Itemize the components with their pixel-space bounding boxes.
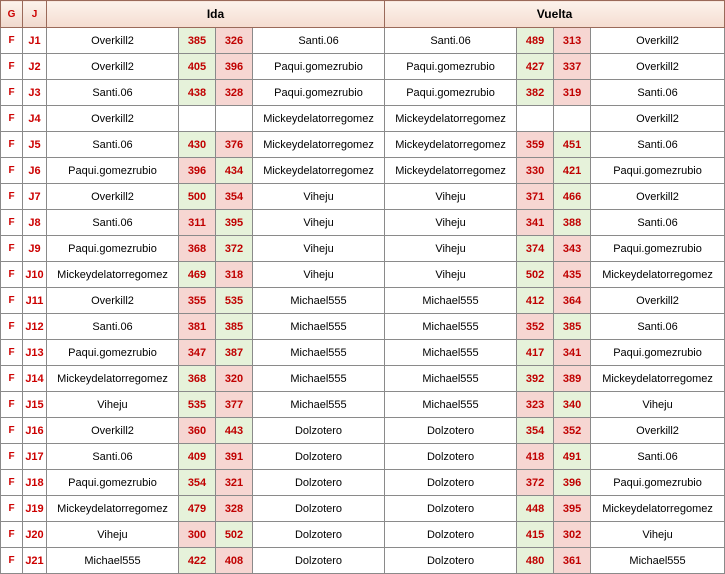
vuelta-away-player: Santi.06 (591, 314, 725, 340)
ida-home-player: Paqui.gomezrubio (47, 340, 179, 366)
round-cell: J10 (23, 262, 47, 288)
ida-home-player: Paqui.gomezrubio (47, 470, 179, 496)
vuelta-home-player: Dolzotero (385, 522, 517, 548)
ida-home-score: 300 (179, 522, 216, 548)
group-cell: F (1, 80, 23, 106)
ida-home-score: 311 (179, 210, 216, 236)
vuelta-home-player: Michael555 (385, 288, 517, 314)
ida-away-player: Paqui.gomezrubio (253, 54, 385, 80)
group-cell: F (1, 106, 23, 132)
ida-away-player: Dolzotero (253, 548, 385, 574)
ida-home-score: 422 (179, 548, 216, 574)
group-cell: F (1, 288, 23, 314)
ida-home-player: Mickeydelatorregomez (47, 262, 179, 288)
vuelta-home-score: 427 (517, 54, 554, 80)
vuelta-home-score: 418 (517, 444, 554, 470)
group-cell: F (1, 158, 23, 184)
ida-home-score: 354 (179, 470, 216, 496)
round-cell: J21 (23, 548, 47, 574)
vuelta-away-player: Mickeydelatorregomez (591, 496, 725, 522)
vuelta-away-player: Mickeydelatorregomez (591, 262, 725, 288)
vuelta-home-player: Paqui.gomezrubio (385, 80, 517, 106)
table-row (1, 548, 725, 574)
ida-home-score: 355 (179, 288, 216, 314)
vuelta-home-player: Santi.06 (385, 28, 517, 54)
ida-home-player: Paqui.gomezrubio (47, 158, 179, 184)
ida-away-player: Santi.06 (253, 28, 385, 54)
ida-away-player: Michael555 (253, 288, 385, 314)
vuelta-home-score: 374 (517, 236, 554, 262)
ida-home-player: Paqui.gomezrubio (47, 236, 179, 262)
vuelta-away-score: 319 (554, 80, 591, 106)
vuelta-away-score: 361 (554, 548, 591, 574)
vuelta-home-player: Viheju (385, 210, 517, 236)
vuelta-home-score: 480 (517, 548, 554, 574)
ida-home-player: Overkill2 (47, 28, 179, 54)
group-cell: F (1, 340, 23, 366)
ida-away-score: 391 (216, 444, 253, 470)
round-cell: J11 (23, 288, 47, 314)
group-cell: F (1, 366, 23, 392)
ida-away-player: Michael555 (253, 392, 385, 418)
vuelta-away-score: 396 (554, 470, 591, 496)
ida-away-player: Michael555 (253, 340, 385, 366)
ida-away-score: 377 (216, 392, 253, 418)
vuelta-away-player: Santi.06 (591, 210, 725, 236)
table-row (1, 184, 725, 210)
vuelta-home-player: Dolzotero (385, 548, 517, 574)
vuelta-home-score: 415 (517, 522, 554, 548)
group-cell: F (1, 522, 23, 548)
ida-home-player: Santi.06 (47, 80, 179, 106)
ida-away-player: Viheju (253, 184, 385, 210)
vuelta-away-player: Viheju (591, 392, 725, 418)
vuelta-home-player: Dolzotero (385, 496, 517, 522)
vuelta-home-score: 371 (517, 184, 554, 210)
ida-away-player: Dolzotero (253, 496, 385, 522)
vuelta-home-player: Mickeydelatorregomez (385, 132, 517, 158)
group-cell: F (1, 28, 23, 54)
ida-away-player: Michael555 (253, 314, 385, 340)
vuelta-home-player: Mickeydelatorregomez (385, 106, 517, 132)
ida-home-score: 385 (179, 28, 216, 54)
ida-home-player: Santi.06 (47, 132, 179, 158)
ida-away-score: 318 (216, 262, 253, 288)
table-row (1, 340, 725, 366)
vuelta-away-player: Mickeydelatorregomez (591, 366, 725, 392)
ida-away-player: Paqui.gomezrubio (253, 80, 385, 106)
vuelta-away-score: 466 (554, 184, 591, 210)
ida-away-score: 372 (216, 236, 253, 262)
vuelta-home-player: Dolzotero (385, 470, 517, 496)
ida-away-score: 535 (216, 288, 253, 314)
ida-home-score: 405 (179, 54, 216, 80)
vuelta-away-player: Overkill2 (591, 54, 725, 80)
table-row (1, 496, 725, 522)
ida-away-player: Viheju (253, 210, 385, 236)
ida-away-score: 321 (216, 470, 253, 496)
table-row (1, 288, 725, 314)
round-cell: J1 (23, 28, 47, 54)
ida-home-score: 368 (179, 366, 216, 392)
round-cell: J18 (23, 470, 47, 496)
ida-away-score: 387 (216, 340, 253, 366)
ida-away-player: Mickeydelatorregomez (253, 158, 385, 184)
ida-away-score: 396 (216, 54, 253, 80)
vuelta-home-score: 372 (517, 470, 554, 496)
ida-home-score (179, 106, 216, 132)
ida-home-player: Santi.06 (47, 444, 179, 470)
ida-away-player: Michael555 (253, 366, 385, 392)
vuelta-away-score: 395 (554, 496, 591, 522)
ida-home-score: 347 (179, 340, 216, 366)
header-j: J (23, 1, 47, 28)
vuelta-away-player: Paqui.gomezrubio (591, 158, 725, 184)
ida-home-score: 360 (179, 418, 216, 444)
vuelta-home-score: 489 (517, 28, 554, 54)
vuelta-away-player: Paqui.gomezrubio (591, 340, 725, 366)
vuelta-away-player: Paqui.gomezrubio (591, 236, 725, 262)
round-cell: J6 (23, 158, 47, 184)
group-cell: F (1, 184, 23, 210)
group-cell: F (1, 392, 23, 418)
vuelta-away-score: 313 (554, 28, 591, 54)
vuelta-away-score (554, 106, 591, 132)
ida-home-score: 479 (179, 496, 216, 522)
round-cell: J13 (23, 340, 47, 366)
vuelta-home-score: 448 (517, 496, 554, 522)
table-row (1, 236, 725, 262)
ida-away-score: 328 (216, 496, 253, 522)
ida-away-player: Dolzotero (253, 470, 385, 496)
ida-away-score: 443 (216, 418, 253, 444)
header-row (1, 1, 725, 28)
vuelta-away-score: 352 (554, 418, 591, 444)
ida-home-player: Overkill2 (47, 106, 179, 132)
table-row (1, 392, 725, 418)
table-row (1, 522, 725, 548)
vuelta-away-player: Overkill2 (591, 184, 725, 210)
vuelta-away-player: Santi.06 (591, 80, 725, 106)
table-row (1, 54, 725, 80)
ida-home-score: 430 (179, 132, 216, 158)
ida-home-player: Santi.06 (47, 210, 179, 236)
ida-away-score: 395 (216, 210, 253, 236)
ida-home-score: 535 (179, 392, 216, 418)
vuelta-away-player: Overkill2 (591, 418, 725, 444)
vuelta-home-score: 354 (517, 418, 554, 444)
ida-home-score: 469 (179, 262, 216, 288)
group-cell: F (1, 470, 23, 496)
ida-home-score: 368 (179, 236, 216, 262)
vuelta-home-score: 392 (517, 366, 554, 392)
vuelta-away-player: Santi.06 (591, 444, 725, 470)
round-cell: J20 (23, 522, 47, 548)
vuelta-away-score: 340 (554, 392, 591, 418)
group-cell: F (1, 444, 23, 470)
ida-away-score (216, 106, 253, 132)
vuelta-home-score (517, 106, 554, 132)
vuelta-away-player: Overkill2 (591, 28, 725, 54)
ida-away-score: 408 (216, 548, 253, 574)
vuelta-away-score: 491 (554, 444, 591, 470)
ida-home-player: Viheju (47, 392, 179, 418)
table-row (1, 28, 725, 54)
vuelta-home-score: 502 (517, 262, 554, 288)
vuelta-home-score: 359 (517, 132, 554, 158)
ida-home-player: Mickeydelatorregomez (47, 366, 179, 392)
group-cell: F (1, 262, 23, 288)
round-cell: J14 (23, 366, 47, 392)
ida-away-player: Dolzotero (253, 444, 385, 470)
ida-away-score: 385 (216, 314, 253, 340)
table-row (1, 314, 725, 340)
vuelta-away-player: Santi.06 (591, 132, 725, 158)
ida-away-score: 326 (216, 28, 253, 54)
round-cell: J17 (23, 444, 47, 470)
vuelta-home-score: 330 (517, 158, 554, 184)
group-cell: F (1, 132, 23, 158)
ida-away-score: 502 (216, 522, 253, 548)
round-cell: J8 (23, 210, 47, 236)
ida-away-score: 328 (216, 80, 253, 106)
table-row (1, 418, 725, 444)
ida-home-player: Viheju (47, 522, 179, 548)
table-row (1, 366, 725, 392)
ida-home-player: Mickeydelatorregomez (47, 496, 179, 522)
vuelta-away-score: 364 (554, 288, 591, 314)
vuelta-home-player: Paqui.gomezrubio (385, 54, 517, 80)
vuelta-away-score: 451 (554, 132, 591, 158)
round-cell: J16 (23, 418, 47, 444)
ida-home-player: Overkill2 (47, 288, 179, 314)
group-cell: F (1, 548, 23, 574)
round-cell: J2 (23, 54, 47, 80)
ida-away-player: Mickeydelatorregomez (253, 106, 385, 132)
vuelta-home-score: 417 (517, 340, 554, 366)
vuelta-away-score: 337 (554, 54, 591, 80)
vuelta-home-player: Viheju (385, 262, 517, 288)
round-cell: J3 (23, 80, 47, 106)
table-row (1, 80, 725, 106)
vuelta-away-score: 341 (554, 340, 591, 366)
ida-home-score: 381 (179, 314, 216, 340)
vuelta-away-score: 421 (554, 158, 591, 184)
ida-away-score: 376 (216, 132, 253, 158)
ida-home-player: Overkill2 (47, 184, 179, 210)
round-cell: J9 (23, 236, 47, 262)
table-row (1, 444, 725, 470)
vuelta-home-score: 323 (517, 392, 554, 418)
ida-away-player: Mickeydelatorregomez (253, 132, 385, 158)
vuelta-home-player: Michael555 (385, 314, 517, 340)
group-cell: F (1, 496, 23, 522)
table-row (1, 158, 725, 184)
header-vuelta: Vuelta (385, 1, 725, 28)
vuelta-home-score: 412 (517, 288, 554, 314)
vuelta-away-player: Overkill2 (591, 106, 725, 132)
vuelta-home-score: 382 (517, 80, 554, 106)
header-g: G (1, 1, 23, 28)
vuelta-away-player: Overkill2 (591, 288, 725, 314)
table-row (1, 106, 725, 132)
group-cell: F (1, 418, 23, 444)
vuelta-away-score: 385 (554, 314, 591, 340)
ida-away-score: 354 (216, 184, 253, 210)
vuelta-home-player: Michael555 (385, 392, 517, 418)
ida-away-player: Dolzotero (253, 522, 385, 548)
round-cell: J5 (23, 132, 47, 158)
vuelta-home-player: Mickeydelatorregomez (385, 158, 517, 184)
ida-away-player: Viheju (253, 262, 385, 288)
ida-home-score: 409 (179, 444, 216, 470)
ida-home-player: Michael555 (47, 548, 179, 574)
round-cell: J7 (23, 184, 47, 210)
round-cell: J12 (23, 314, 47, 340)
ida-home-score: 438 (179, 80, 216, 106)
vuelta-home-player: Viheju (385, 184, 517, 210)
vuelta-away-player: Michael555 (591, 548, 725, 574)
table-row (1, 132, 725, 158)
ida-home-player: Overkill2 (47, 54, 179, 80)
group-cell: F (1, 210, 23, 236)
table-row (1, 470, 725, 496)
round-cell: J19 (23, 496, 47, 522)
ida-home-player: Overkill2 (47, 418, 179, 444)
table-row (1, 262, 725, 288)
vuelta-home-player: Dolzotero (385, 418, 517, 444)
vuelta-away-player: Viheju (591, 522, 725, 548)
ida-away-player: Dolzotero (253, 418, 385, 444)
ida-home-player: Santi.06 (47, 314, 179, 340)
vuelta-away-score: 302 (554, 522, 591, 548)
vuelta-home-player: Viheju (385, 236, 517, 262)
vuelta-home-player: Michael555 (385, 340, 517, 366)
ida-away-score: 434 (216, 158, 253, 184)
ida-home-score: 500 (179, 184, 216, 210)
round-cell: J4 (23, 106, 47, 132)
vuelta-home-score: 341 (517, 210, 554, 236)
vuelta-away-score: 343 (554, 236, 591, 262)
round-cell: J15 (23, 392, 47, 418)
vuelta-away-score: 388 (554, 210, 591, 236)
header-ida: Ida (47, 1, 385, 28)
group-cell: F (1, 54, 23, 80)
vuelta-away-score: 435 (554, 262, 591, 288)
vuelta-home-score: 352 (517, 314, 554, 340)
table-row (1, 210, 725, 236)
vuelta-away-player: Paqui.gomezrubio (591, 470, 725, 496)
group-cell: F (1, 314, 23, 340)
vuelta-home-player: Michael555 (385, 366, 517, 392)
ida-away-player: Viheju (253, 236, 385, 262)
ida-home-score: 396 (179, 158, 216, 184)
vuelta-away-score: 389 (554, 366, 591, 392)
vuelta-home-player: Dolzotero (385, 444, 517, 470)
group-cell: F (1, 236, 23, 262)
ida-away-score: 320 (216, 366, 253, 392)
